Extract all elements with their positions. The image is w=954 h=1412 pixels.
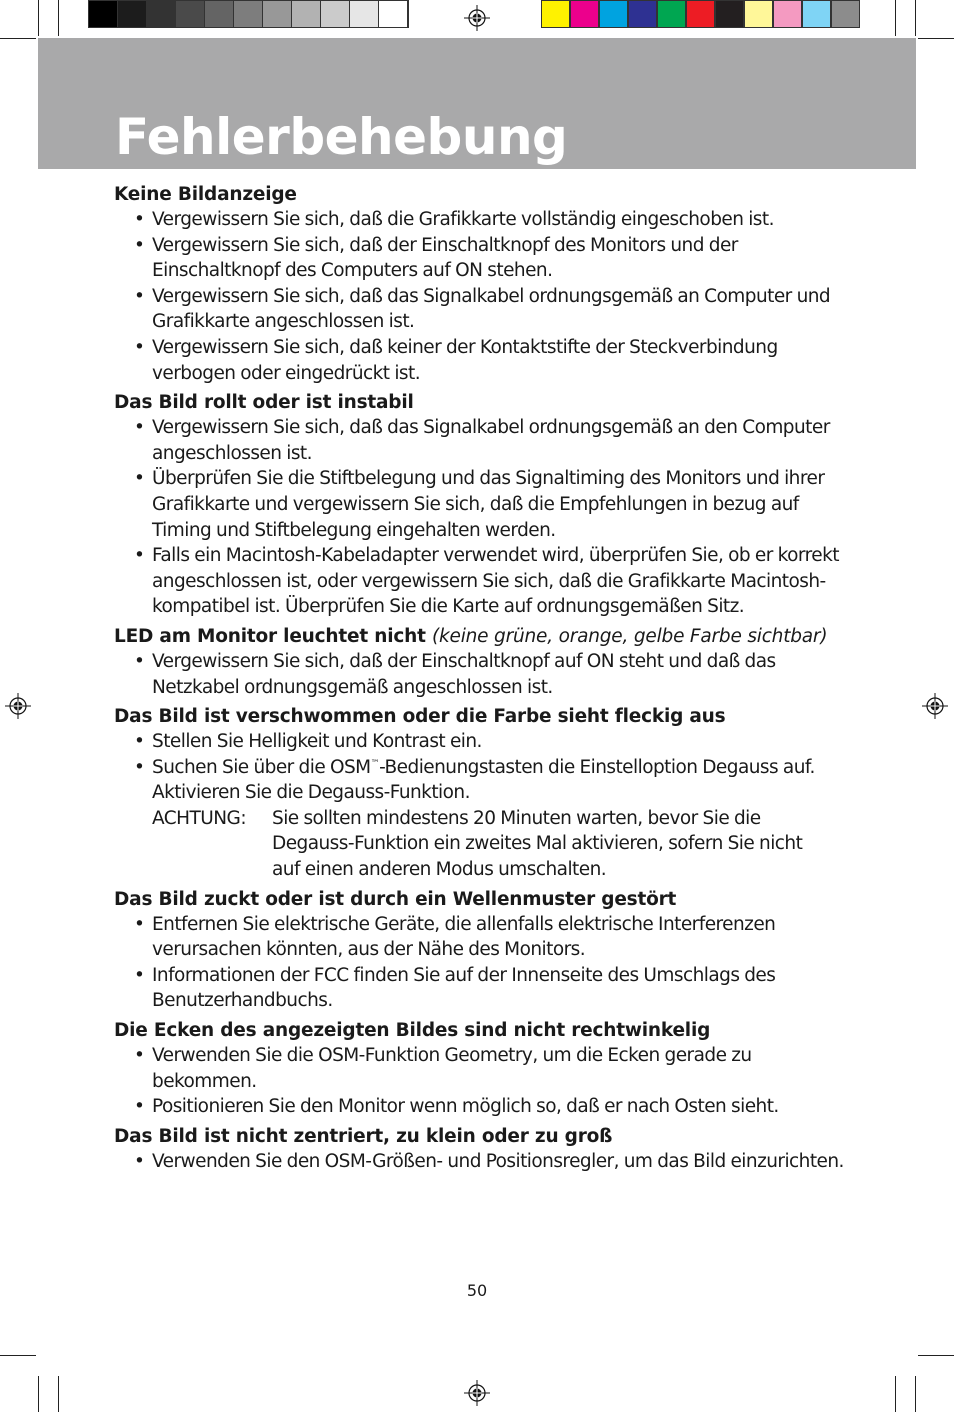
- page-title: Fehlerbehebung: [115, 108, 568, 166]
- crop-mark: [915, 0, 916, 36]
- bullet-icon: •: [134, 468, 145, 490]
- bullet-icon: •: [134, 1045, 145, 1067]
- warning-text: Sie sollten mindestens 20 Minuten warten, bevor Sie die Degauss-Funktion ein zweites Mal aktivieren, sofern Sie nicht auf einen anderen Modus umschalten.: [272, 807, 803, 881]
- color-swatch: [802, 0, 831, 28]
- list-item: • Vergewissern Sie sich, daß die Grafikkarte vollständig eingeschoben ist.: [114, 207, 844, 233]
- registration-mark-icon: [464, 5, 490, 31]
- bullet-list: [114, 649, 844, 700]
- trademark-symbol: ™: [370, 758, 380, 769]
- section-heading: LED am Monitor leuchtet nicht (keine grüne, orange, gelbe Farbe sichtbar): [114, 625, 828, 647]
- bullet-icon: •: [134, 650, 145, 672]
- color-swatch: [628, 0, 657, 28]
- list-item: • Vergewissern Sie sich, daß der Einschaltknopf auf ON steht und daß das Netzkabel ordnungsgemäß angeschlossen ist.: [134, 650, 776, 698]
- gray-swatch: [234, 1, 263, 27]
- bullet-icon: •: [134, 1150, 145, 1172]
- list-item: • Vergewissern Sie sich, daß das Signalkabel ordnungsgemäß an Computer und Grafikkarte angeschlossen ist.: [134, 285, 831, 333]
- warning-note: [114, 806, 844, 883]
- list-item: • Überprüfen Sie die Stiftbelegung und das Signaltiming des Monitors und ihrer Grafikkarte und vergewissern Sie sich, daß die Empfehlungen in bezug auf Timing und Stiftbelegung eingehalten werden.: [134, 468, 825, 541]
- crop-mark: [38, 1376, 39, 1412]
- section-led-off: [114, 620, 844, 700]
- section-corners: [114, 1014, 844, 1120]
- gray-swatch: [205, 1, 234, 27]
- bullet-icon: •: [134, 285, 145, 307]
- section-heading: Das Bild ist nicht zentriert, zu klein oder zu groß: [114, 1125, 613, 1147]
- gray-swatch: [263, 1, 292, 27]
- color-swatch: [599, 0, 628, 28]
- registration-mark-icon: [922, 693, 948, 719]
- gray-swatch: [176, 1, 205, 27]
- gray-swatch: [321, 1, 350, 27]
- troubleshooting-content: [114, 182, 844, 1174]
- bullet-icon: •: [134, 731, 145, 753]
- crop-mark: [58, 1376, 59, 1412]
- bullet-list: [114, 1043, 844, 1120]
- bullet-list: [114, 912, 844, 1014]
- color-swatch: [773, 0, 802, 28]
- crop-mark: [918, 1355, 954, 1356]
- list-item: • Vergewissern Sie sich, daß keiner der Kontaktstifte der Steckverbindung verbogen oder eingedrückt ist.: [134, 336, 778, 384]
- list-item: • Vergewissern Sie sich, daß der Einschaltknopf des Monitors und der Einschaltknopf des Computers auf ON stehen.: [134, 234, 738, 282]
- list-item: • Informationen der FCC finden Sie auf der Innenseite des Umschlags des Benutzerhandbuchs.: [134, 964, 776, 1012]
- section-image-rolls: [114, 386, 844, 620]
- section-heading: Das Bild ist verschwommen oder die Farbe sieht fleckig aus: [114, 706, 726, 728]
- list-item: • Verwenden Sie die OSM-Funktion Geometry, um die Ecken gerade zu bekommen.: [134, 1045, 752, 1092]
- bullet-icon: •: [134, 417, 145, 439]
- crop-mark: [895, 1376, 896, 1412]
- bullet-list: [114, 415, 844, 620]
- bullet-icon: •: [134, 209, 145, 230]
- list-item: • Vergewissern Sie sich, daß das Signalkabel ordnungsgemäß an den Computer angeschlossen ist.: [134, 417, 830, 464]
- color-swatch: [831, 0, 860, 28]
- gray-swatch: [118, 1, 147, 27]
- color-swatch: [686, 0, 715, 28]
- gray-swatch: [89, 1, 118, 27]
- color-swatch: [541, 0, 570, 28]
- section-heading: Keine Bildanzeige: [114, 184, 297, 205]
- gray-swatch: [350, 1, 379, 27]
- crop-mark: [58, 0, 59, 36]
- gray-swatch: [292, 1, 321, 27]
- crop-mark: [0, 1355, 36, 1356]
- crop-mark: [38, 0, 39, 36]
- bullet-icon: •: [134, 913, 145, 935]
- page-number: 50: [466, 1281, 488, 1300]
- color-swatch: [570, 0, 599, 28]
- section-heading: Das Bild rollt oder ist instabil: [114, 392, 414, 414]
- registration-mark-icon: [464, 1380, 490, 1406]
- section-heading: Das Bild zuckt oder ist durch ein Wellenmuster gestört: [114, 888, 677, 910]
- bullet-icon: •: [134, 545, 145, 567]
- bullet-icon: •: [134, 1096, 145, 1118]
- section-no-image: [114, 182, 844, 386]
- section-not-centered: [114, 1120, 844, 1175]
- list-item: • Falls ein Macintosh-Kabeladapter verwendet wird, überprüfen Sie, ob er korrekt angeschlossen ist, oder vergewissern Sie sich, daß die Grafikkarte Macintosh-kompatibel ist. Überprüfen Sie die Karte auf ordnungsgemäßen Sitz.: [134, 545, 840, 618]
- color-swatch: [657, 0, 686, 28]
- bullet-icon: •: [134, 756, 145, 778]
- crop-mark: [0, 38, 36, 39]
- color-swatch: [715, 0, 744, 28]
- color-calibration-bar: [541, 0, 860, 28]
- color-swatch: [744, 0, 773, 28]
- list-item: • Entfernen Sie elektrische Geräte, die allenfalls elektrische Interferenzen verursachen könnten, aus der Nähe des Monitors.: [134, 913, 776, 961]
- section-blurry-image: [114, 700, 844, 883]
- header-band: [38, 38, 916, 169]
- bullet-list: [114, 207, 844, 386]
- bullet-icon: •: [134, 336, 145, 358]
- list-item: • Suchen Sie über die OSM™-Bedienungstasten die Einstelloption Degauss auf. Aktivieren Sie die Degauss-Funktion.: [134, 756, 815, 804]
- section-image-flicker: [114, 883, 844, 1014]
- crop-mark: [915, 1376, 916, 1412]
- list-item: • Stellen Sie Helligkeit und Kontrast ein.: [114, 729, 844, 755]
- registration-mark-icon: [5, 693, 31, 719]
- section-heading: Die Ecken des angezeigten Bildes sind nicht rechtwinkelig: [114, 1020, 711, 1042]
- gray-calibration-bar: [88, 0, 409, 28]
- gray-swatch: [379, 1, 408, 27]
- bullet-list: [114, 1149, 844, 1175]
- gray-swatch: [147, 1, 176, 27]
- bullet-list: [114, 729, 844, 806]
- list-item: • Positionieren Sie den Monitor wenn möglich so, daß er nach Osten sieht.: [114, 1094, 844, 1120]
- list-item: • Verwenden Sie den OSM-Größen- und Positionsregler, um das Bild einzurichten.: [114, 1149, 844, 1175]
- crop-mark: [918, 38, 954, 39]
- bullet-icon: •: [134, 964, 145, 986]
- warning-label: ACHTUNG:: [152, 807, 247, 829]
- bullet-icon: •: [134, 234, 145, 256]
- crop-mark: [895, 0, 896, 36]
- heading-note: (keine grüne, orange, gelbe Farbe sichtbar): [432, 625, 828, 647]
